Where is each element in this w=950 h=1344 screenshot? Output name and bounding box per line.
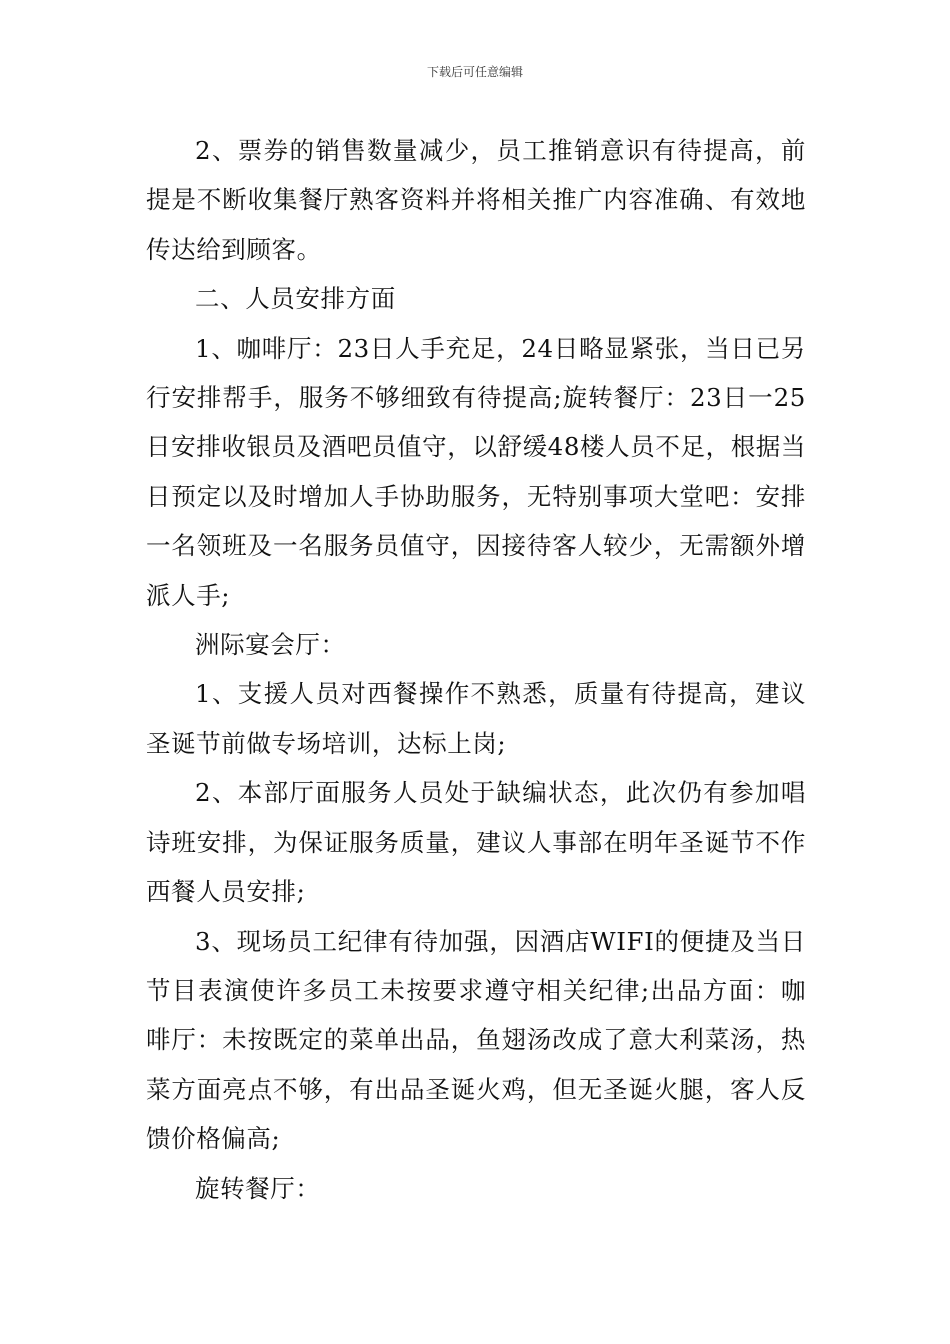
paragraph-staff-shortage: 2、本部厅面服务人员处于缺编状态，此次仍有参加唱诗班安排，为保证服务质量，建议人事部在明年圣诞节不作西餐人员安排; bbox=[146, 778, 806, 907]
document-body bbox=[146, 126, 806, 1213]
paragraph-cafe-staffing: 1、咖啡厅：23日人手充足，24日略显紧张，当日已另行安排帮手，服务不够细致有待提高;旋转餐厅：23日一25日安排收银员及酒吧员值守，以舒缓48楼人员不足，根据当日预定以及时增加人手协助服务，无特别事项大堂吧：安排一名领班及一名服务员值守，因接待客人较少，无需额外增派人手; bbox=[146, 333, 806, 610]
section-heading-staffing: 二、人员安排方面 bbox=[195, 284, 396, 314]
subheading-revolving-restaurant: 旋转餐厅： bbox=[195, 1173, 321, 1203]
subheading-banquet-hall: 洲际宴会厅： bbox=[195, 630, 346, 660]
page-header: 下载后可任意编辑 bbox=[426, 65, 523, 79]
paragraph-ticket-sales: 2、票券的销售数量减少，员工推销意识有待提高，前提是不断收集餐厅熟客资料并将相关推广内容准确、有效地传达给到顾客。 bbox=[146, 136, 806, 264]
paragraph-discipline-and-output: 3、现场员工纪律有待加强，因酒店WIFI的便捷及当日节目表演使许多员工未按要求遵守相关纪律;出品方面：咖啡厅：未按既定的菜单出品，鱼翅汤改成了意大利菜汤，热菜方面亮点不够，有出品圣诞火鸡，但无圣诞火腿，客人反馈价格偏高; bbox=[146, 926, 806, 1154]
paragraph-support-staff: 1、支援人员对西餐操作不熟悉，质量有待提高，建议圣诞节前做专场培训，达标上岗; bbox=[146, 679, 806, 758]
